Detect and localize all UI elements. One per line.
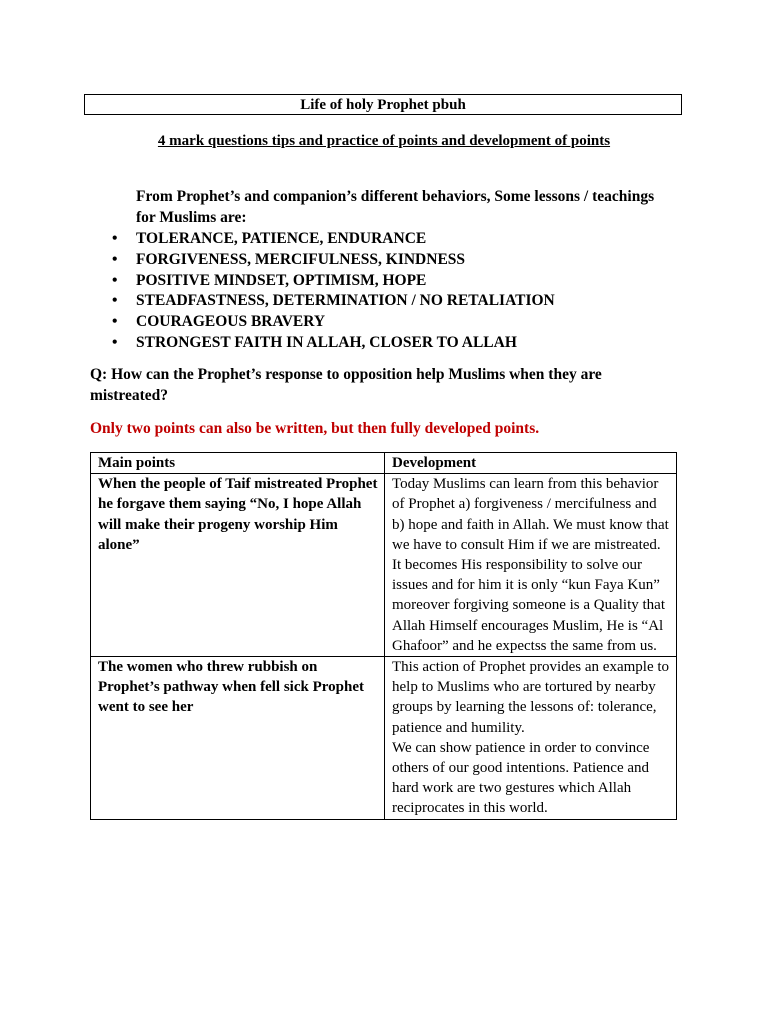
main-point-text: The women who threw rubbish on Prophet’s pathway when fell sick Prophet went to see her bbox=[98, 659, 364, 716]
lesson-item: • STRONGEST FAITH IN ALLAH, CLOSER TO ALLAH bbox=[112, 333, 555, 354]
question-text: Q: How can the Prophet’s response to opposition help Muslims when they are mistreated? bbox=[90, 366, 602, 404]
points-table bbox=[90, 452, 677, 820]
lessons-list bbox=[112, 229, 555, 354]
header-development: Development bbox=[385, 453, 677, 474]
lesson-item: • FORGIVENESS, MERCIFULNESS, KINDNESS bbox=[112, 250, 555, 271]
development-text: Today Muslims can learn from this behavior of Prophet a) forgiveness / mercifulness and b) hope and faith in Allah. We must know that we have to consult Him if we are mistreated. It becomes His responsibility to solve our issues and for him it is only “kun Faya Kun” moreover forgiving someone is a Quality that Allah Himself encourages Muslim, He is “Al Ghafoor” and he expectss the same from us. bbox=[392, 476, 669, 654]
table-row bbox=[91, 657, 677, 820]
document-subtitle: 4 mark questions tips and practice of points and development of points bbox=[157, 133, 611, 149]
development-text: This action of Prophet provides an example to help to Muslims who are tortured by nearby groups by learning the lessons of: tolerance, patience and humility. We can show patience in order to convince others of our good intentions. Patience and hard work are two gestures which Allah reciprocates in this world. bbox=[392, 659, 670, 817]
table-row bbox=[91, 474, 677, 657]
table-header-row bbox=[91, 453, 677, 474]
main-point-cell bbox=[91, 474, 385, 657]
red-note: Only two points can also be written, but then fully developed points. bbox=[90, 420, 540, 437]
development-cell bbox=[385, 657, 677, 820]
lesson-item: • STEADFASTNESS, DETERMINATION / NO RETALIATION bbox=[112, 291, 555, 312]
document-title: Life of holy Prophet pbuh bbox=[84, 94, 682, 115]
intro-paragraph: From Prophet’s and companion’s different behaviors, Some lessons / teachings for Muslims are: bbox=[136, 188, 655, 226]
lesson-item: • COURAGEOUS BRAVERY bbox=[112, 312, 555, 333]
lesson-item: • TOLERANCE, PATIENCE, ENDURANCE bbox=[112, 229, 555, 250]
lesson-item: • POSITIVE MINDSET, OPTIMISM, HOPE bbox=[112, 271, 555, 292]
main-point-text: When the people of Taif mistreated Prophet he forgave them saying “No, I hope Allah will make their progeny worship Him alone” bbox=[98, 476, 378, 553]
header-main-points: Main points bbox=[91, 453, 385, 474]
main-point-cell bbox=[91, 657, 385, 820]
development-cell bbox=[385, 474, 677, 657]
